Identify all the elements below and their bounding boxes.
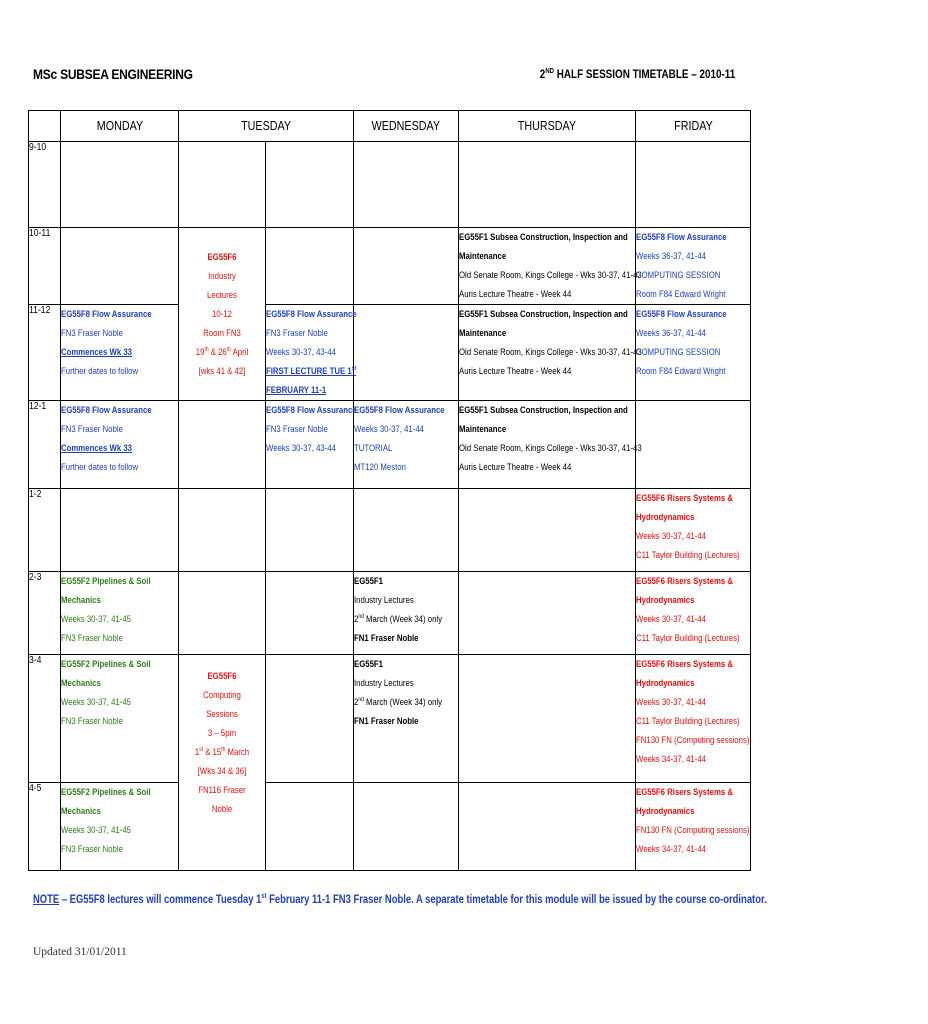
cell-tue-industry-lectures: EG55F6 Industry Lectures 10-12 Room FN3 19th & 26th April [wks 41 & 42] [179,228,266,401]
cell-wed-9 [354,142,459,228]
day-header-thursday: THURSDAY [459,111,636,142]
time-row-1-2 [29,489,751,572]
time-row-4-5 [29,783,751,871]
cell-mon-11: EG55F8 Flow Assurance FN3 Fraser Noble Commences Wk 33 Further dates to follow [61,305,179,401]
cell-tue-b-9 [266,142,354,228]
cell-fri-4: EG55F6 Risers Systems & Hydrodynamics FN130 FN (Computing sessions) Weeks 34-37, 41-44 [636,783,751,871]
module-note: NOTE – EG55F8 lectures will commence Tuesday 1st February 11-1 FN3 Fraser Noble. A separate timetable for this module will be issued by the course co-ordinator. [33,893,767,906]
day-header-wednesday: WEDNESDAY [354,111,459,142]
cell-thu-10: EG55F1 Subsea Construction, Inspection and Maintenance Old Senate Room, Kings College - Wks 30-37, 41-43 Auris Lecture Theatre - Week 44 [459,228,636,305]
day-header-tuesday: TUESDAY [179,111,354,142]
cell-wed-3: EG55F1 Industry Lectures 2nd March (Week 34) only FN1 Fraser Noble [354,655,459,783]
cell-thu-9 [459,142,636,228]
programme-title: MSc SUBSEA ENGINEERING [33,66,193,82]
cell-fri-9 [636,142,751,228]
time-label: 10-11 [29,228,61,305]
cell-tue-b-4 [266,783,354,871]
time-label: 1-2 [29,489,61,572]
cell-tue-a-9 [179,142,266,228]
cell-tue-b-2 [266,572,354,655]
cell-tue-b-10 [266,228,354,305]
note-label: NOTE [33,893,60,906]
cell-thu-4 [459,783,636,871]
cell-wed-10 [354,228,459,305]
time-label: 4-5 [29,783,61,871]
cell-tue-a-1 [179,489,266,572]
time-label: 2-3 [29,572,61,655]
time-row-3-4 [29,655,751,783]
cell-fri-12 [636,401,751,489]
time-label: 12-1 [29,401,61,489]
cell-thu-3 [459,655,636,783]
time-label: 11-12 [29,305,61,401]
time-row-12-1 [29,401,751,489]
day-header-row [29,111,751,142]
cell-wed-2: EG55F1 Industry Lectures 2nd March (Week 34) only FN1 Fraser Noble [354,572,459,655]
page-header [33,66,735,88]
cell-tue-computing-sessions: EG55F6 Computing Sessions 3 – 5pm 1st & 15th March [Wks 34 & 36] FN116 Fraser Noble [179,655,266,871]
cell-thu-11: EG55F1 Subsea Construction, Inspection and Maintenance Old Senate Room, Kings College - Wks 30-37, 41-43 Auris Lecture Theatre - Week 44 [459,305,636,401]
cell-wed-12: EG55F8 Flow Assurance Weeks 30-37, 41-44 TUTORIAL MT120 Meston [354,401,459,489]
time-row-10-11 [29,228,751,305]
cell-tue-b-1 [266,489,354,572]
cell-mon-2: EG55F2 Pipelines & Soil Mechanics Weeks 30-37, 41-45 FN3 Fraser Noble [61,572,179,655]
cell-tue-11: EG55F8 Flow Assurance FN3 Fraser Noble Weeks 30-37, 43-44 FIRST LECTURE TUE 1st FEBRUARY 11-1 [266,305,354,401]
cell-mon-3: EG55F2 Pipelines & Soil Mechanics Weeks 30-37, 41-45 FN3 Fraser Noble [61,655,179,783]
cell-tue-b-3 [266,655,354,783]
day-header-monday: MONDAY [61,111,179,142]
timetable [28,110,751,871]
cell-wed-11 [354,305,459,401]
cell-wed-4 [354,783,459,871]
cell-wed-1 [354,489,459,572]
cell-fri-10: EG55F8 Flow Assurance Weeks 36-37, 41-44 COMPUTING SESSION Room F84 Edward Wright [636,228,751,305]
cell-tue-a-2 [179,572,266,655]
corner-cell [29,111,61,142]
day-header-friday: FRIDAY [636,111,751,142]
cell-fri-2: EG55F6 Risers Systems & Hydrodynamics Weeks 30-37, 41-44 C11 Taylor Building (Lectures) [636,572,751,655]
timetable-title: 2ND HALF SESSION TIMETABLE – 2010-11 [539,68,735,81]
cell-fri-11: EG55F8 Flow Assurance Weeks 36-37, 41-44 COMPUTING SESSION Room F84 Edward Wright [636,305,751,401]
cell-mon-1 [61,489,179,572]
cell-thu-2 [459,572,636,655]
time-label: 3-4 [29,655,61,783]
updated-date: Updated 31/01/2011 [33,946,127,958]
cell-fri-3: EG55F6 Risers Systems & Hydrodynamics Weeks 30-37, 41-44 C11 Taylor Building (Lectures) FN130 FN (Computing sessions) Weeks 34-37, 41-44 [636,655,751,783]
time-row-11-12 [29,305,751,401]
time-row-2-3 [29,572,751,655]
cell-mon-9 [61,142,179,228]
cell-tue-a-12 [179,401,266,489]
cell-mon-4: EG55F2 Pipelines & Soil Mechanics Weeks 30-37, 41-45 FN3 Fraser Noble [61,783,179,871]
time-row-9-10 [29,142,751,228]
cell-fri-1: EG55F6 Risers Systems & Hydrodynamics Weeks 30-37, 41-44 C11 Taylor Building (Lectures) [636,489,751,572]
cell-mon-12: EG55F8 Flow Assurance FN3 Fraser Noble Commences Wk 33 Further dates to follow [61,401,179,489]
cell-mon-10 [61,228,179,305]
cell-thu-1 [459,489,636,572]
cell-tue-12: EG55F8 Flow Assurance FN3 Fraser Noble Weeks 30-37, 43-44 [266,401,354,489]
time-label: 9-10 [29,142,61,228]
cell-thu-12: EG55F1 Subsea Construction, Inspection and Maintenance Old Senate Room, Kings College - Wks 30-37, 41-43 Auris Lecture Theatre - Week 44 [459,401,636,489]
